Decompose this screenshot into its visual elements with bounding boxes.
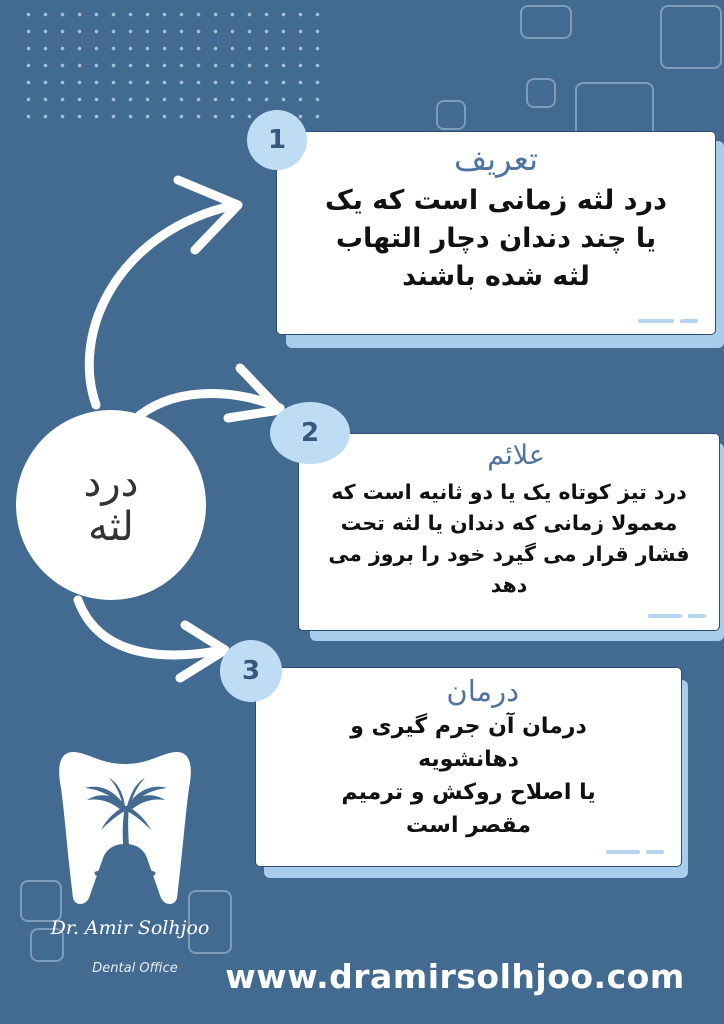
symptoms-title: علائم <box>487 440 545 471</box>
topic-line-2: لثه <box>88 504 134 550</box>
definition-line: یا چند دندان دچار التهاب <box>335 223 657 254</box>
definition-card <box>276 131 716 335</box>
topic-label <box>84 461 139 549</box>
treatment-line: دهانشویه <box>418 747 519 772</box>
clinic-logo-icon <box>55 748 195 908</box>
website-url[interactable]: www.dramirsolhjoo.com <box>225 957 685 996</box>
treatment-title: درمان <box>446 674 519 708</box>
definition-title: تعریف <box>453 140 539 178</box>
symptoms-line: معمولا زمانی که دندان یا لثه تحت <box>340 511 678 535</box>
step-badge-2: 2 <box>270 402 350 464</box>
step-badge-3: 3 <box>220 640 282 702</box>
card-decor-lines <box>638 319 700 323</box>
symptoms-card <box>298 433 720 631</box>
topic-circle <box>16 410 206 600</box>
symptoms-line: درد تیز کوتاه یک یا دو ثانیه است که <box>331 480 687 504</box>
symptoms-line: فشار قرار می گیرد خود را بروز می <box>328 542 690 566</box>
treatment-line: مقصر است <box>406 813 531 838</box>
brand-subtitle: Dental Office <box>92 961 178 976</box>
brand-name: Dr. Amir Solhjoo <box>50 917 210 939</box>
definition-line: درد لثه زمانی است که یک <box>325 185 667 216</box>
symptoms-line: دهد <box>490 573 528 597</box>
arrow-to-treatment <box>78 600 222 655</box>
topic-line-1: درد <box>83 460 139 506</box>
treatment-card <box>255 667 682 867</box>
definition-line: لثه شده باشند <box>402 261 590 292</box>
card-decor-lines <box>648 614 708 618</box>
card-decor-lines <box>606 850 666 854</box>
step-badge-1: 1 <box>247 110 307 170</box>
treatment-line: درمان آن جرم گیری و <box>350 714 587 739</box>
treatment-line: یا اصلاح روکش و ترمیم <box>341 780 596 805</box>
